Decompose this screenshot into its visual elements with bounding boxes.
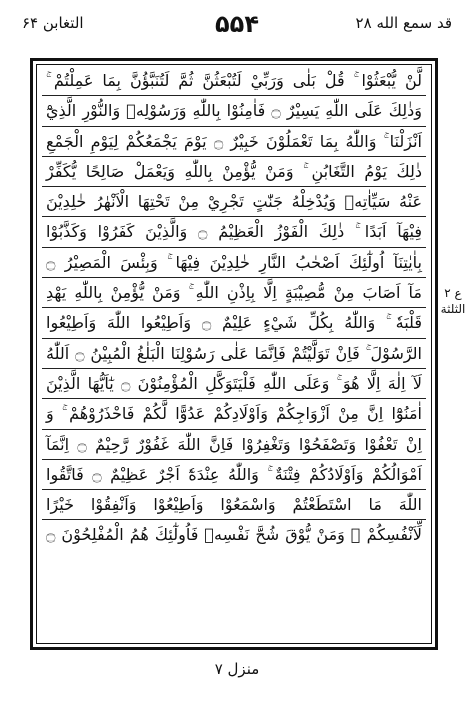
text-line: اٰمَنُوْٓا اِنَّ مِنْ اَزْوَاجِكُمْ وَاَوْلَادِكُمْ عَدُوًّا لَّكُمْ فَاحْذَرُوْهُمْ ۚ وَ [42, 399, 426, 429]
text-line: ذٰلِكَ يَوْمُ التَّغَابُنِ ۚ وَمَنْ يُّؤْمِنْ بِاللّٰهِ وَيَعْمَلْ صَالِحًا يُّكَفِّرْ [42, 157, 426, 187]
text-line: لَّنْ يُّبْعَثُوْا ۚ قُلْ بَلٰى وَرَبِّيْ لَتُبْعَثُنَّ ثُمَّ لَتُنَبَّؤُنَّ بِمَا عَمِلْتُمْ ۚ [42, 66, 426, 96]
text-line: لَآ اِلٰهَ اِلَّا هُوَ ۚ وَعَلَى اللّٰهِ فَلْيَتَوَكَّلِ الْمُؤْمِنُوْنَ ۝ يٰٓاَيُّهَا الَّذِيْنَ [42, 369, 426, 399]
manzil-footer: منزل ۷ [214, 660, 260, 678]
text-line: اِنْ تَعْفُوْا وَتَصْفَحُوْا وَتَغْفِرُوْا فَاِنَّ اللّٰهَ غَفُوْرٌ رَّحِيْمٌ ۝ اِنَّمَآ [42, 430, 426, 460]
text-line: عَنْهُ سَيِّاٰتِهٖ وَيُدْخِلْهُ جَنّٰتٍ تَجْرِيْ مِنْ تَحْتِهَا الْاَنْهٰرُ خٰلِدِيْنَ [42, 187, 426, 217]
text-line: الرَّسُوْلَ ۚ فَاِنْ تَوَلَّيْتُمْ فَاِنَّمَا عَلٰى رَسُوْلِنَا الْبَلٰغُ الْمُبِيْنُ ۝ اَللّٰهُ [42, 339, 426, 369]
text-line: لِّاَنْفُسِكُمْ ۚ وَمَنْ يُّوْقَ شُحَّ نَفْسِهٖ فَاُولٰٓئِكَ هُمُ الْمُفْلِحُوْنَ ۝ [46, 525, 422, 545]
text-line: اَمْوَالُكُمْ وَاَوْلَادُكُمْ فِتْنَةٌ ۚ وَاللّٰهُ عِنْدَهٗٓ اَجْرٌ عَظِيْمٌ ۝ فَاتَّقُوا [42, 460, 426, 490]
juz-label: قد سمع الله ۲۸ [355, 14, 452, 32]
quran-text-block [42, 66, 426, 642]
text-line: فِيْهَآ اَبَدًا ۚ ذٰلِكَ الْفَوْزُ الْعَظِيْمُ ۝ وَالَّذِيْنَ كَفَرُوْا وَكَذَّبُوْا [42, 217, 426, 247]
page-header [0, 0, 474, 52]
text-line: بِاٰيٰتِنَآ اُولٰٓئِكَ اَصْحٰبُ النَّارِ خٰلِدِيْنَ فِيْهَا ۚ وَبِئْسَ الْمَصِيْرُ ۝ [42, 248, 426, 278]
ruku-margin-note: ع ۲ الثلثة [440, 286, 466, 316]
text-line: وَذٰلِكَ عَلَى اللّٰهِ يَسِيْرٌ ۝ فَاٰمِنُوْا بِاللّٰهِ وَرَسُوْلِهٖ وَالنُّوْرِ الَّذِيْٓ [42, 96, 426, 126]
text-line: قَلْبَهٗ ۚ وَاللّٰهُ بِكُلِّ شَيْءٍ عَلِيْمٌ ۝ وَاَطِيْعُوا اللّٰهَ وَاَطِيْعُوا [42, 308, 426, 338]
text-line: اللّٰهَ مَا اسْتَطَعْتُمْ وَاسْمَعُوْا وَاَطِيْعُوْا وَاَنْفِقُوْا خَيْرًا [42, 490, 426, 520]
text-line: مَآ اَصَابَ مِنْ مُّصِيْبَةٍ اِلَّا بِاِذْنِ اللّٰهِ ۚ وَمَنْ يُّؤْمِنْ بِاللّٰهِ يَهْدِ [42, 278, 426, 308]
text-line: اَنْزَلْنَا ۚ وَاللّٰهُ بِمَا تَعْمَلُوْنَ خَبِيْرٌ ۝ يَوْمَ يَجْمَعُكُمْ لِيَوْمِ الْجَمْعِ [42, 127, 426, 157]
page-number: ۵۵۴ [215, 10, 259, 38]
surah-label: التغابن ۶۴ [22, 14, 84, 32]
